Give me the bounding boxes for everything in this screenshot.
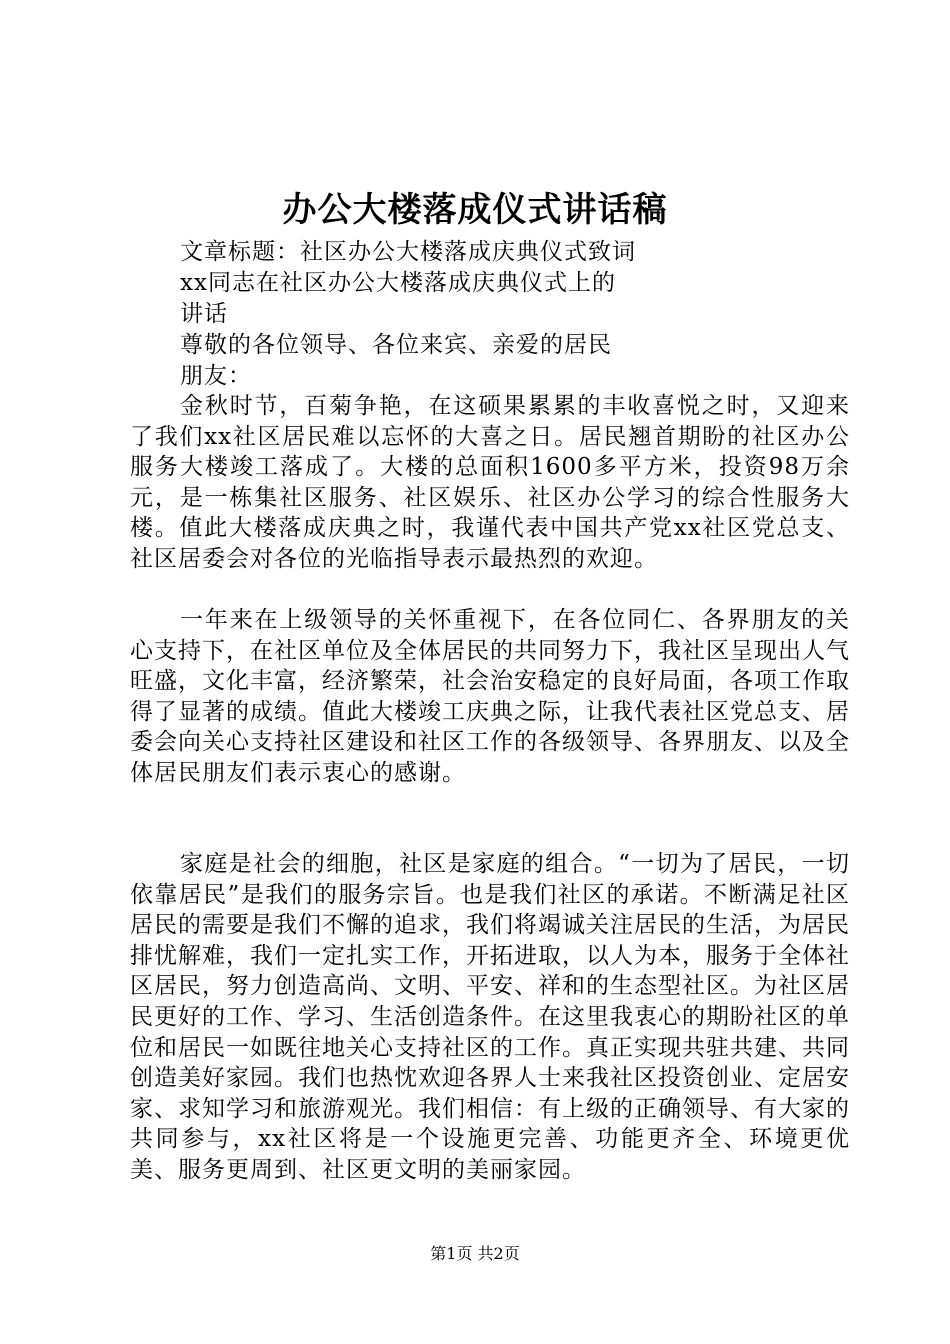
body-paragraph-2: 一年来在上级领导的关怀重视下，在各位同仁、各界朋友的关心支持下，在社区单位及全体居民的共同努力下，我社区呈现出人气旺盛，文化丰富，经济繁荣，社会治安稳定的良好局面，各项工作取得了显著的成绩。值此大楼竣工庆典之际，让我代表社区党总支、居委会向关心支持社区建设和社区工作的各级领导、各界朋友、以及全体居民朋友们表示衷心的感谢。 <box>130 607 850 786</box>
article-title-line: 文章标题：社区办公大楼落成庆典仪式致词 <box>180 239 636 265</box>
salutation-line: 尊敬的各位领导、各位来宾、亲爱的居民 <box>180 332 612 358</box>
page-number-footer: 第1页 共2页 <box>430 1244 520 1263</box>
salutation-line-cont: 朋友： <box>180 363 252 389</box>
speech-attribution-line-cont: 讲话 <box>180 301 228 327</box>
body-paragraph-1: 金秋时节，百菊争艳，在这硕果累累的丰收喜悦之时，又迎来了我们xx社区居民难以忘怀的大喜之日。居民翘首期盼的社区办公服务大楼竣工落成了。大楼的总面积1600多平方米，投资98万余元，是一栋集社区服务、社区娱乐、社区办公学习的综合性服务大楼。值此大楼落成庆典之时，我谨代表中国共产党xx社区党总支、社区居委会对各位的光临指导表示最热烈的欢迎。 <box>130 393 850 572</box>
body-paragraph-3: 家庭是社会的细胞，社区是家庭的组合。“一切为了居民，一切依靠居民”是我们的服务宗旨。也是我们社区的承诺。不断满足社区居民的需要是我们不懈的追求，我们将竭诚关注居民的生活，为居民排忧解难，我们一定扎实工作，开拓进取，以人为本，服务于全体社区居民，努力创造高尚、文明、平安、祥和的生态型社区。为社区居民更好的工作、学习、生活创造条件。在这里我衷心的期盼社区的单位和居民一如既往地关心支持社区的工作。真正实现共驻共建、共同创造美好家园。我们也热忱欢迎各界人士来我社区投资创业、定居安家、求知学习和旅游观光。我们相信：有上级的正确领导、有大家的共同参与，xx社区将是一个设施更完善、功能更齐全、环境更优美、服务更周到、社区更文明的美丽家园。 <box>130 851 850 1183</box>
page-title: 办公大楼落成仪式讲话稿 <box>282 190 668 230</box>
speech-attribution-line: xx同志在社区办公大楼落成庆典仪式上的 <box>180 270 616 296</box>
